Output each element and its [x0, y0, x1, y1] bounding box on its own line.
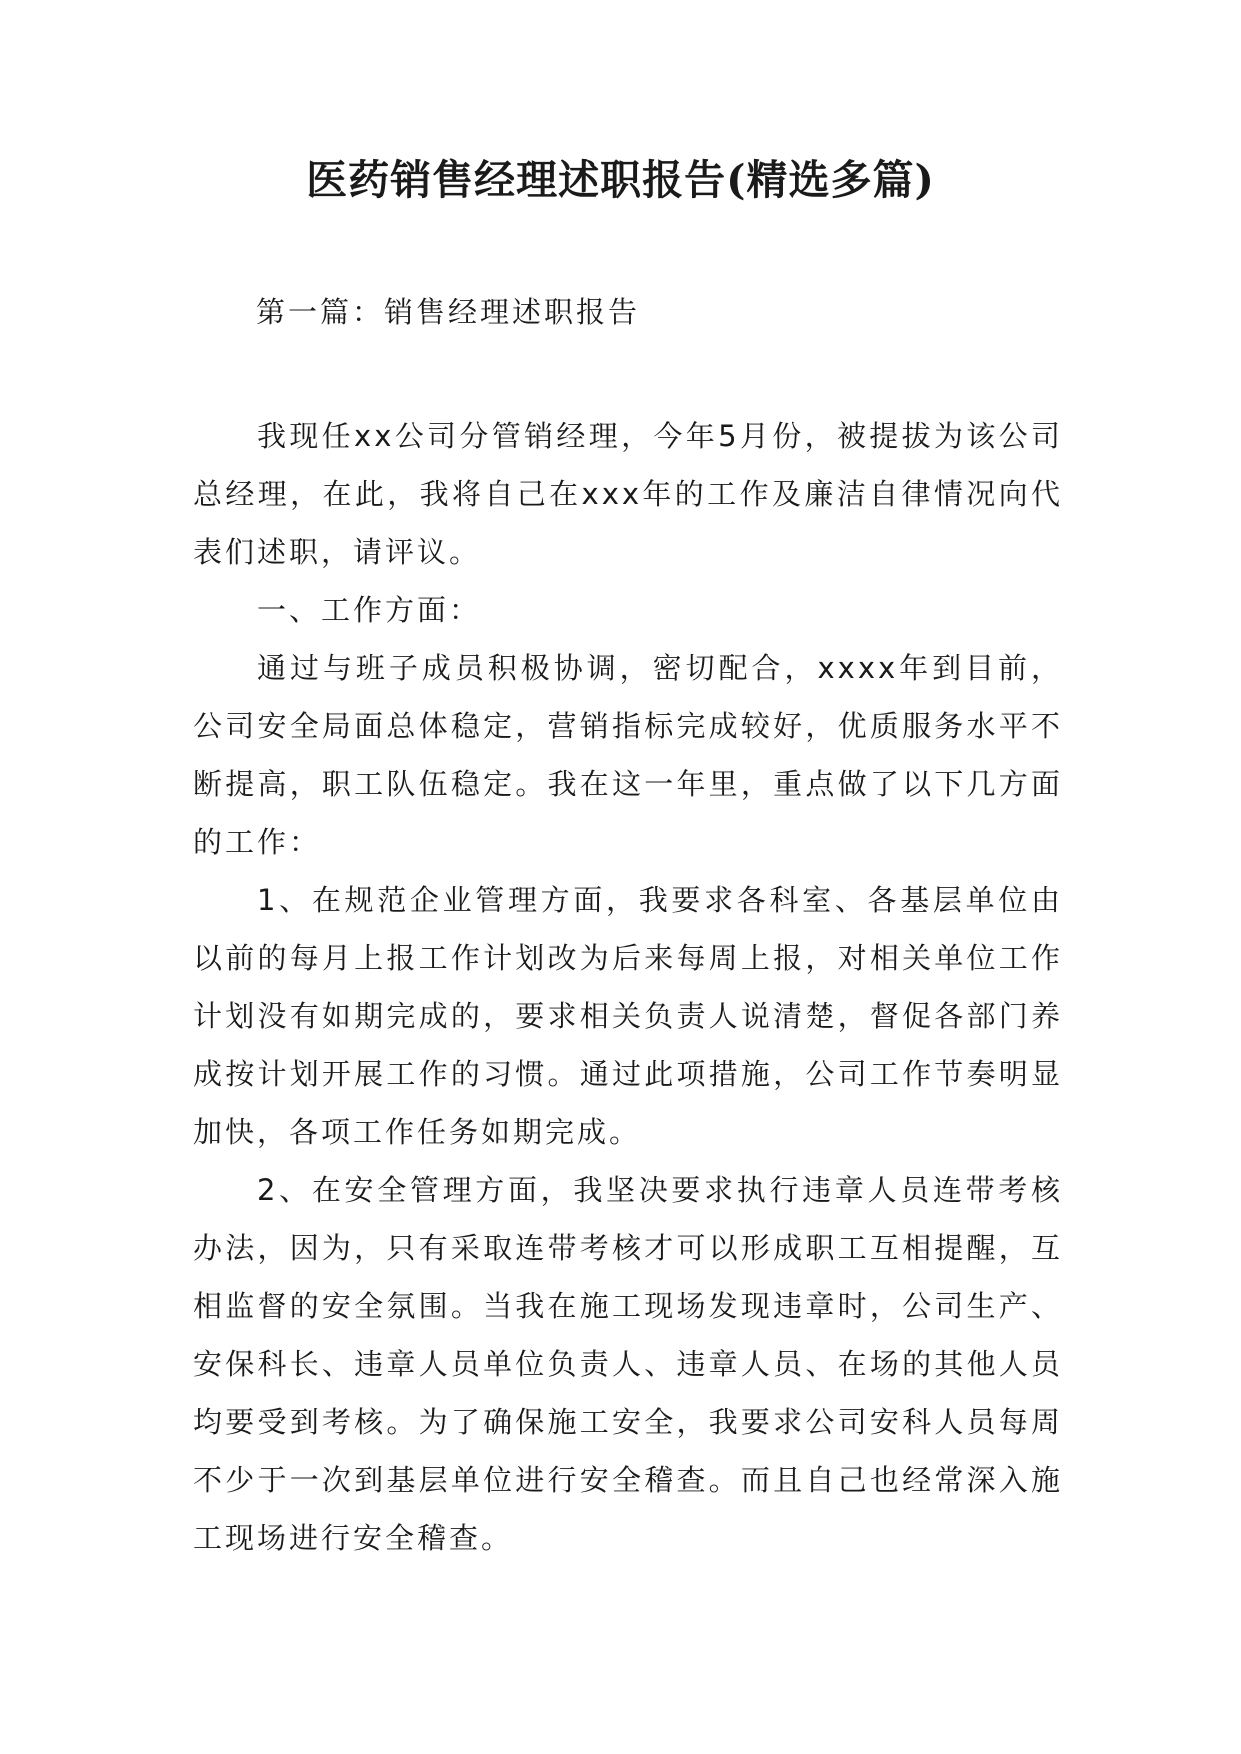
paragraph-work-summary: 通过与班子成员积极协调，密切配合，xxxx年到目前，公司安全局面总体稳定，营销指标完成较好，优质服务水平不断提高，职工队伍稳定。我在这一年里，重点做了以下几方面的工作： [193, 651, 1063, 859]
paragraph-item-2: 2、在安全管理方面，我坚决要求执行违章人员连带考核办法，因为，只有采取连带考核才可以形成职工互相提醒，互相监督的安全氛围。当我在施工现场发现违章时，公司生产、安保科长、违章人员单位负责人、违章人员、在场的其他人员均要受到考核。为了确保施工安全，我要求公司安科人员每周不少于一次到基层单位进行安全稽查。而且自己也经常深入施工现场进行安全稽查。 [193, 1173, 1063, 1555]
paragraph-work-heading: 一、工作方面： [257, 593, 482, 627]
document-title: 医药销售经理述职报告(精选多篇) [306, 156, 935, 204]
paragraph-intro: 我现任xx公司分管销经理，今年5月份，被提拔为该公司总经理，在此，我将自己在xxx年的工作及廉洁自律情况向代表们述职，请评议。 [193, 419, 1063, 569]
section-heading: 第一篇：销售经理述职报告 [256, 295, 641, 329]
document-body [193, 407, 1063, 1567]
paragraph-item-1: 1、在规范企业管理方面，我要求各科室、各基层单位由以前的每月上报工作计划改为后来每周上报，对相关单位工作计划没有如期完成的，要求相关负责人说清楚，督促各部门养成按计划开展工作的习惯。通过此项措施，公司工作节奏明显加快，各项工作任务如期完成。 [193, 883, 1063, 1149]
